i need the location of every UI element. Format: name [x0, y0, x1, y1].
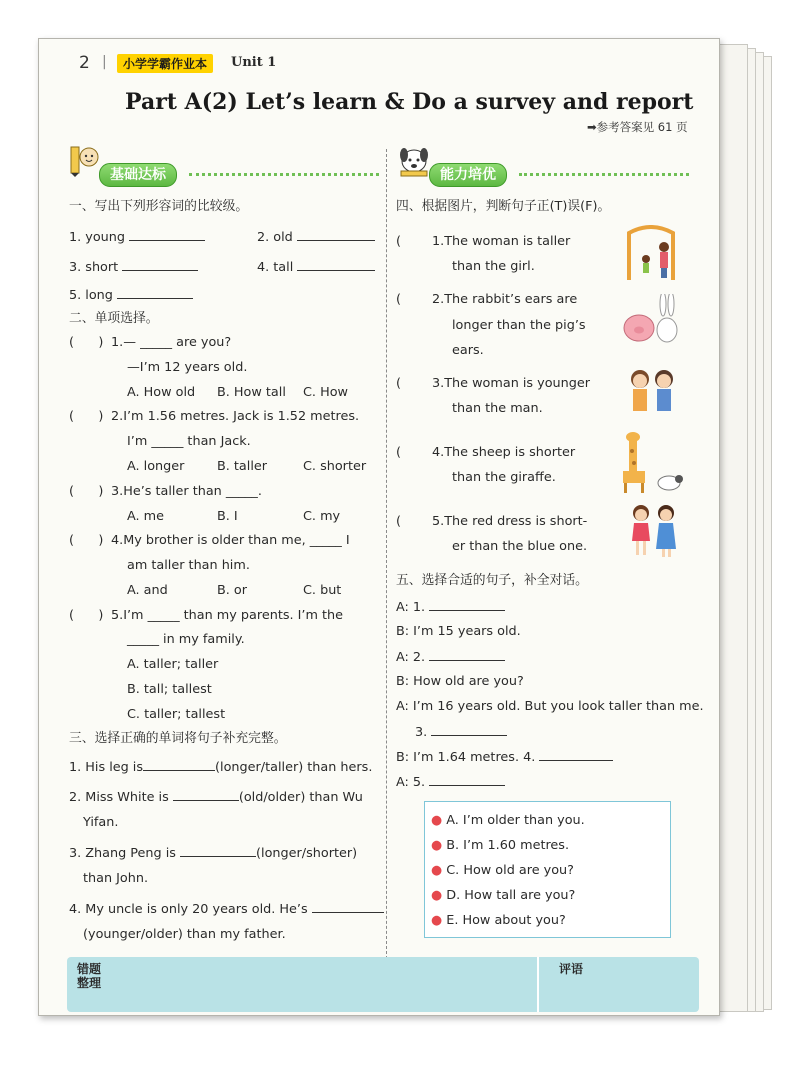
tf-statement-1-cont: than the girl. — [452, 259, 535, 274]
mc-question-5-line-2: _____ in my family. — [127, 632, 245, 647]
dialog-line-2: B: I’m 15 years old. — [396, 624, 521, 639]
answer-blank[interactable] — [129, 229, 205, 241]
tf-statement-2-cont: ears. — [452, 343, 484, 358]
comparative-item-3: 3. short — [69, 259, 198, 276]
mc-question-4-line-1: 4.My brother is older than me, _____ I — [111, 533, 350, 548]
answer-blank[interactable] — [297, 259, 375, 271]
answer-blank[interactable] — [122, 259, 198, 271]
fill-item-3: 3. Zhang Peng is (longer/shorter) — [69, 846, 358, 861]
banner-dotted-line — [519, 173, 689, 180]
mc-option[interactable]: B. or — [217, 583, 248, 598]
mc-question-1-line-2: —I’m 12 years old. — [127, 360, 248, 375]
error-review-label-1: 错题 — [77, 962, 102, 976]
mc-option[interactable]: C. How — [303, 385, 348, 400]
answer-blank[interactable] — [180, 845, 256, 857]
answer-blank[interactable] — [117, 287, 193, 299]
comparative-item-4: 4. tall — [257, 259, 375, 276]
arrow-icon: ➡ — [587, 120, 597, 134]
strawberry-icon: ● — [431, 863, 443, 878]
dialog-line-6: 3. — [415, 724, 507, 741]
mc-question-1-line-1: 1.— _____ are you? — [111, 335, 232, 350]
comments-label: 评语 — [559, 962, 584, 976]
tf-statement-5: 5.The red dress is short- — [432, 514, 588, 529]
comparative-item-5: 5. long — [69, 287, 193, 304]
tf-answer-paren[interactable]: ( — [396, 234, 430, 249]
mc-option[interactable]: A. longer — [127, 459, 185, 474]
answer-blank[interactable] — [429, 649, 505, 661]
pig-and-rabbit-picture — [621, 294, 683, 346]
column-divider — [386, 149, 387, 964]
mc-answer-paren[interactable]: ( ) — [69, 533, 104, 548]
workbook-page — [38, 38, 720, 1016]
tf-statement-3-cont: than the man. — [452, 401, 543, 416]
answer-blank[interactable] — [429, 599, 505, 611]
review-footer — [67, 957, 699, 1012]
mc-question-5-line-1: 5.I’m _____ than my parents. I’m the — [111, 608, 344, 623]
comparative-item-1: 1. young — [69, 229, 205, 246]
tf-answer-paren[interactable]: ( — [396, 514, 430, 529]
tf-answer-paren[interactable]: ( — [396, 292, 430, 307]
tf-statement-4-cont: than the giraffe. — [452, 470, 556, 485]
two-girls-dresses-picture — [626, 501, 682, 561]
mc-option[interactable]: C. taller; tallest — [127, 707, 226, 722]
mc-question-3-line-1: 3.He’s taller than _____. — [111, 484, 262, 499]
dialog-option[interactable]: ● A. I’m older than you. — [431, 813, 585, 828]
mc-option[interactable]: C. but — [303, 583, 342, 598]
mc-option[interactable]: B. tall; tallest — [127, 682, 212, 697]
tf-statement-4: 4.The sheep is shorter — [432, 445, 576, 460]
comparative-item-2: 2. old — [257, 229, 375, 246]
mc-option[interactable]: B. I — [217, 509, 238, 524]
page-number: 2 — [79, 53, 90, 73]
strawberry-icon: ● — [431, 888, 443, 903]
error-review-label-2: 整理 — [77, 976, 102, 990]
woman-and-man-picture — [624, 365, 680, 421]
answer-blank[interactable] — [312, 901, 384, 913]
mc-option[interactable]: A. me — [127, 509, 165, 524]
dialog-line-5: A: I’m 16 years old. But you look taller than me. — [396, 699, 704, 714]
section-4-heading: 四、根据图片，判断句子正(T)误(F)。 — [396, 199, 611, 214]
fill-item-4: 4. My uncle is only 20 years old. He’s — [69, 901, 384, 918]
fill-item-2: 2. Miss White is (old/older) than Wu — [69, 790, 363, 805]
answer-reference — [587, 119, 688, 135]
dialog-option[interactable]: ● D. How tall are you? — [431, 888, 576, 903]
dialog-option[interactable]: ● E. How about you? — [431, 913, 566, 928]
dialog-option[interactable]: ● B. I’m 1.60 metres. — [431, 838, 570, 853]
answer-blank[interactable] — [173, 789, 239, 801]
series-badge: 小学学霸作业本 — [117, 54, 213, 73]
mc-option[interactable]: B. taller — [217, 459, 268, 474]
section-banner-advanced: 能力培优 — [429, 163, 507, 187]
mc-option[interactable]: A. and — [127, 583, 168, 598]
dialog-line-1: A: 1. — [396, 599, 505, 616]
tf-answer-paren[interactable]: ( — [396, 445, 430, 460]
tf-answer-paren[interactable]: ( — [396, 376, 430, 391]
tf-statement-2-cont: longer than the pig’s — [452, 318, 586, 333]
dialog-line-3: A: 2. — [396, 649, 505, 666]
answer-blank[interactable] — [539, 749, 613, 761]
mc-answer-paren[interactable]: ( ) — [69, 335, 104, 350]
section-banner-basic: 基础达标 — [99, 163, 177, 187]
fill-item-3-cont: than John. — [83, 871, 149, 886]
page-title: Part A(2) Let’s learn & Do a survey and report — [125, 89, 694, 115]
tf-statement-3: 3.The woman is younger — [432, 376, 591, 391]
mc-question-2-line-2: I’m _____ than Jack. — [127, 434, 251, 449]
strawberry-icon: ● — [431, 813, 443, 828]
answer-blank[interactable] — [143, 759, 215, 771]
fill-item-1: 1. His leg is (longer/taller) than hers. — [69, 760, 373, 775]
fill-item-2-cont: Yifan. — [83, 815, 119, 830]
dialog-line-7: B: I’m 1.64 metres. 4. — [396, 749, 613, 766]
dialog-line-4: B: How old are you? — [396, 674, 524, 689]
mc-question-2-line-1: 2.I’m 1.56 metres. Jack is 1.52 metres. — [111, 409, 360, 424]
tf-statement-2: 2.The rabbit’s ears are — [432, 292, 578, 307]
unit-label: Unit 1 — [231, 55, 277, 70]
pencil-mascot-icon — [67, 143, 101, 177]
banner-dotted-line — [189, 173, 379, 180]
section-1-heading: 一、写出下列形容词的比较级。 — [69, 199, 249, 214]
mc-answer-paren[interactable]: ( ) — [69, 608, 104, 623]
mc-question-4-line-2: am taller than him. — [127, 558, 250, 573]
mc-option[interactable]: A. taller; taller — [127, 657, 219, 672]
section-2-heading: 二、单项选择。 — [69, 311, 159, 326]
dog-mascot-icon — [397, 143, 431, 177]
section-3-heading: 三、选择正确的单词将句子补充完整。 — [69, 731, 287, 746]
error-review-area[interactable] — [67, 957, 539, 1012]
header-separator: | — [102, 54, 107, 70]
fill-item-4-cont: (younger/older) than my father. — [83, 927, 286, 942]
answer-blank[interactable] — [429, 774, 505, 786]
answer-blank[interactable] — [431, 724, 507, 736]
answer-reference-text: 参考答案见 61 页 — [596, 120, 688, 134]
tf-statement-1: 1.The woman is taller — [432, 234, 571, 249]
section-5-heading: 五、选择合适的句子，补全对话。 — [396, 573, 588, 588]
strawberry-icon: ● — [431, 838, 443, 853]
strawberry-icon: ● — [431, 913, 443, 928]
answer-blank[interactable] — [297, 229, 375, 241]
mc-option[interactable]: A. How old — [127, 385, 196, 400]
mc-answer-paren[interactable]: ( ) — [69, 409, 104, 424]
mc-option[interactable]: B. How tall — [217, 385, 286, 400]
woman-and-girl-picture — [624, 225, 679, 281]
dialog-line-8: A: 5. — [396, 774, 505, 791]
dialog-option[interactable]: ● C. How old are you? — [431, 863, 574, 878]
tf-statement-5-cont: er than the blue one. — [452, 539, 588, 554]
mc-option[interactable]: C. shorter — [303, 459, 367, 474]
mc-option[interactable]: C. my — [303, 509, 341, 524]
giraffe-and-sheep-picture — [619, 431, 685, 495]
mc-answer-paren[interactable]: ( ) — [69, 484, 104, 499]
